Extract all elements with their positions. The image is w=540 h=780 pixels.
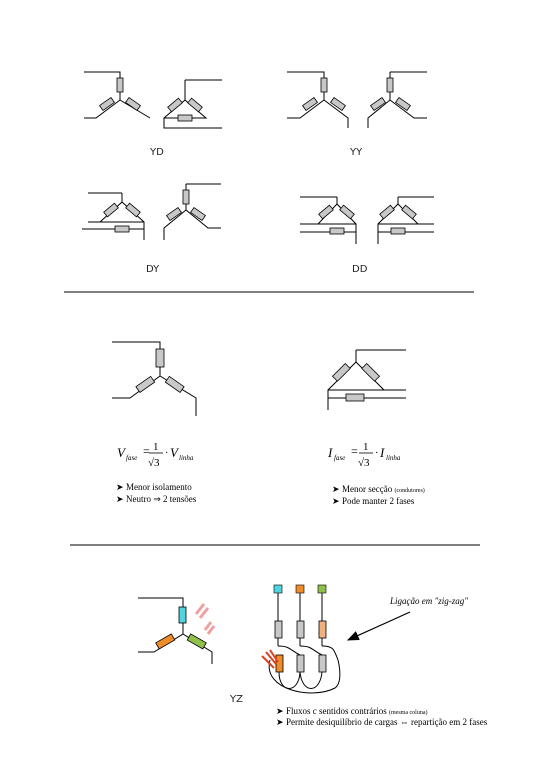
label-dy: DY	[146, 264, 160, 275]
resistor	[319, 205, 334, 219]
terminal-orange	[296, 585, 304, 593]
resistor	[297, 655, 304, 672]
resistor	[168, 98, 183, 112]
zigzag-caption: Ligação em "zig-zag"	[390, 596, 469, 606]
resistor	[333, 364, 351, 382]
bullet-item: Menor secção (condutores)	[342, 484, 425, 494]
bullet-item: Pode manter 2 fases	[342, 496, 415, 506]
terminal-green	[318, 585, 326, 593]
resistor	[396, 98, 411, 111]
resistor-green	[187, 634, 206, 649]
bullet-arrow-icon: ➤	[276, 717, 284, 727]
yd-delta	[164, 80, 222, 128]
resistor	[297, 621, 304, 638]
resistor	[191, 208, 206, 221]
yy-star-right	[368, 72, 427, 128]
resistor	[380, 205, 395, 219]
bullet-arrow-icon: ➤	[116, 482, 124, 492]
label-yz: YZ	[230, 694, 243, 705]
formula-star	[117, 441, 194, 469]
resistor-orange	[276, 655, 283, 672]
resistor	[167, 208, 182, 221]
resistor	[183, 190, 189, 204]
resistor	[330, 228, 344, 234]
resistor	[387, 78, 393, 92]
formula-rhs-sub: linha	[179, 454, 194, 462]
resistor	[362, 364, 380, 382]
formula-equals: =	[143, 444, 150, 458]
bullet-arrow-icon: ➤	[332, 484, 340, 494]
resistor	[117, 78, 123, 92]
resistor	[115, 226, 129, 232]
formula-lhs-sub: fase	[334, 454, 346, 462]
formula-lhs: I	[328, 445, 333, 460]
resistor	[104, 203, 119, 217]
resistor	[178, 115, 192, 121]
formula-rhs-sub: linha	[386, 454, 401, 462]
resistor	[346, 394, 364, 401]
resistor	[321, 78, 327, 92]
label-yd: YD	[150, 147, 164, 158]
bullet-item: Menor isolamento	[126, 482, 192, 492]
yd-star	[84, 72, 150, 118]
resistor	[126, 203, 141, 217]
resistor	[126, 98, 141, 111]
dd-delta-left	[300, 197, 356, 244]
resistor	[136, 376, 155, 392]
resistor	[275, 621, 282, 638]
delta-large	[328, 350, 406, 410]
resistor	[188, 98, 203, 112]
resistor	[340, 205, 355, 219]
formula-numerator: 1	[363, 441, 369, 453]
formula-denominator: √3	[148, 457, 160, 469]
formula-rhs: I	[380, 445, 385, 460]
bullets-delta	[332, 484, 425, 506]
label-yy: YY	[350, 147, 363, 158]
dd-delta-right	[378, 197, 434, 244]
dd-symbol	[300, 197, 434, 275]
star-large	[112, 342, 196, 416]
pointer-arrow	[348, 612, 410, 640]
bullet-item: Permite desiquilíbrio de cargas ⇔ repartição em 2 fases	[286, 717, 488, 727]
resistor	[100, 98, 115, 111]
yy-symbol	[287, 72, 427, 158]
bullet-item: Fluxos c sentidos contrários (mesma coluna)	[286, 706, 428, 716]
resistor	[303, 98, 318, 111]
terminal-cyan	[274, 585, 282, 593]
resistor	[165, 376, 184, 392]
resistor	[371, 98, 386, 111]
flux-arrow	[196, 604, 208, 618]
formula-lhs: V	[117, 445, 125, 460]
formula-dot: ·	[375, 448, 379, 459]
bullet-arrow-icon: ➤	[116, 494, 124, 504]
flux-arrow	[205, 622, 214, 634]
resistor-orange	[156, 634, 175, 649]
yz-star	[138, 598, 214, 664]
bullet-item: Neutro ⇒ 2 tensões	[126, 494, 197, 504]
yd-symbol	[84, 72, 222, 158]
formula-denominator: √3	[358, 457, 370, 469]
resistor	[402, 205, 417, 219]
formula-lhs-sub: fase	[126, 454, 138, 462]
formula-delta	[327, 441, 401, 469]
bullets-star	[116, 482, 197, 504]
resistor	[391, 228, 405, 234]
formula-equals: =	[351, 444, 358, 458]
resistor-light-orange	[319, 621, 326, 638]
dy-delta	[82, 193, 144, 240]
formula-rhs: V	[170, 445, 178, 460]
bullets-zigzag	[276, 706, 488, 727]
resistor	[156, 349, 164, 367]
formula-dot: ·	[165, 448, 169, 459]
dy-symbol	[82, 184, 221, 275]
zigzag-schematic	[262, 585, 340, 693]
yy-star-left	[287, 72, 348, 128]
bullet-arrow-icon: ➤	[276, 706, 284, 716]
bullet-arrow-icon: ➤	[332, 496, 340, 506]
label-dd: DD	[352, 264, 368, 275]
resistor	[319, 655, 326, 672]
formula-numerator: 1	[153, 441, 159, 453]
resistor-cyan	[179, 607, 186, 623]
dy-star	[164, 184, 221, 240]
resistor	[331, 98, 346, 111]
